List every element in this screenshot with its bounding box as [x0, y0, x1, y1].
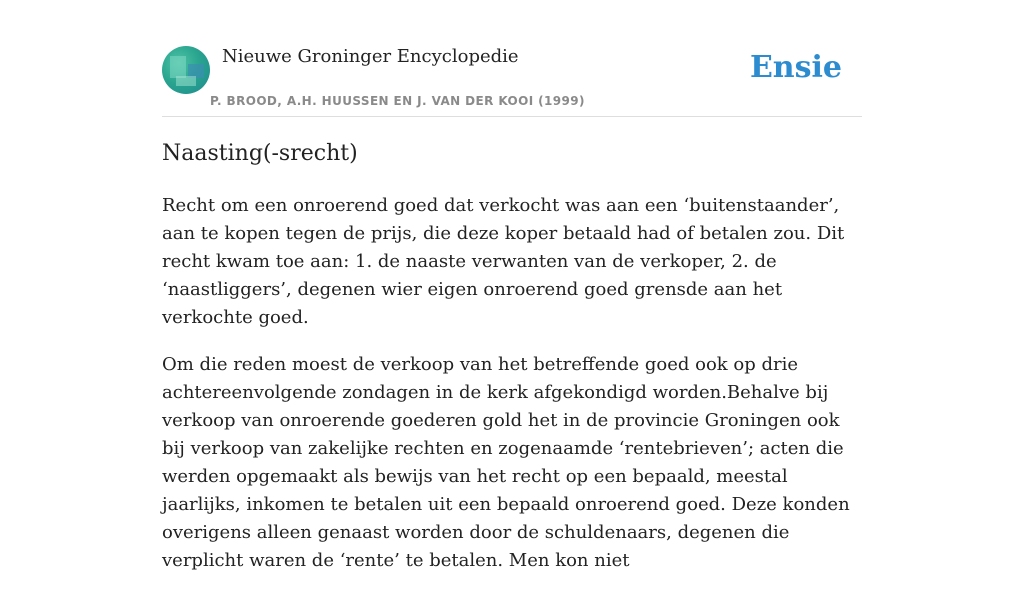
book-cover-logo-icon[interactable] [162, 46, 210, 94]
source-title[interactable]: Nieuwe Groninger Encyclopedie [222, 46, 519, 67]
brand-logo[interactable]: Ensie [749, 50, 842, 85]
source-authors: P. BROOD, A.H. HUUSSEN EN J. VAN DER KOOI (1999) [210, 94, 585, 108]
source-header [162, 46, 862, 117]
article-body [162, 192, 862, 594]
article-title: Naasting(-srecht) [162, 141, 358, 166]
article-paragraph: Recht om een onroerend goed dat verkocht was aan een ‘buitenstaander’, aan te kopen tegen de prijs, die deze koper betaald had of betalen zou. Dit recht kwam toe aan: 1. de naaste verwanten van de verkoper, 2. de ‘naastliggers’, degenen wier eigen onroerend goed grensde aan het verkochte goed. [162, 195, 845, 328]
article-paragraph: Om die reden moest de verkoop van het betreffende goed ook op drie achtereenvolgende zondagen in de kerk afgekondigd worden.Behalve bij verkoop van onroerende goederen gold het in de provincie Groningen ook bij verkoop van zakelijke rechten en zogenaamde ‘rentebrieven’; acten die werden opgemaakt als bewijs van het recht op een bepaald, meestal jaarlijks, inkomen te betalen uit een bepaald onroerend goed. Deze konden overigens alleen genaast worden door de schuldenaars, degenen die verplicht waren de ‘rente’ te betalen. Men kon niet [162, 354, 850, 571]
